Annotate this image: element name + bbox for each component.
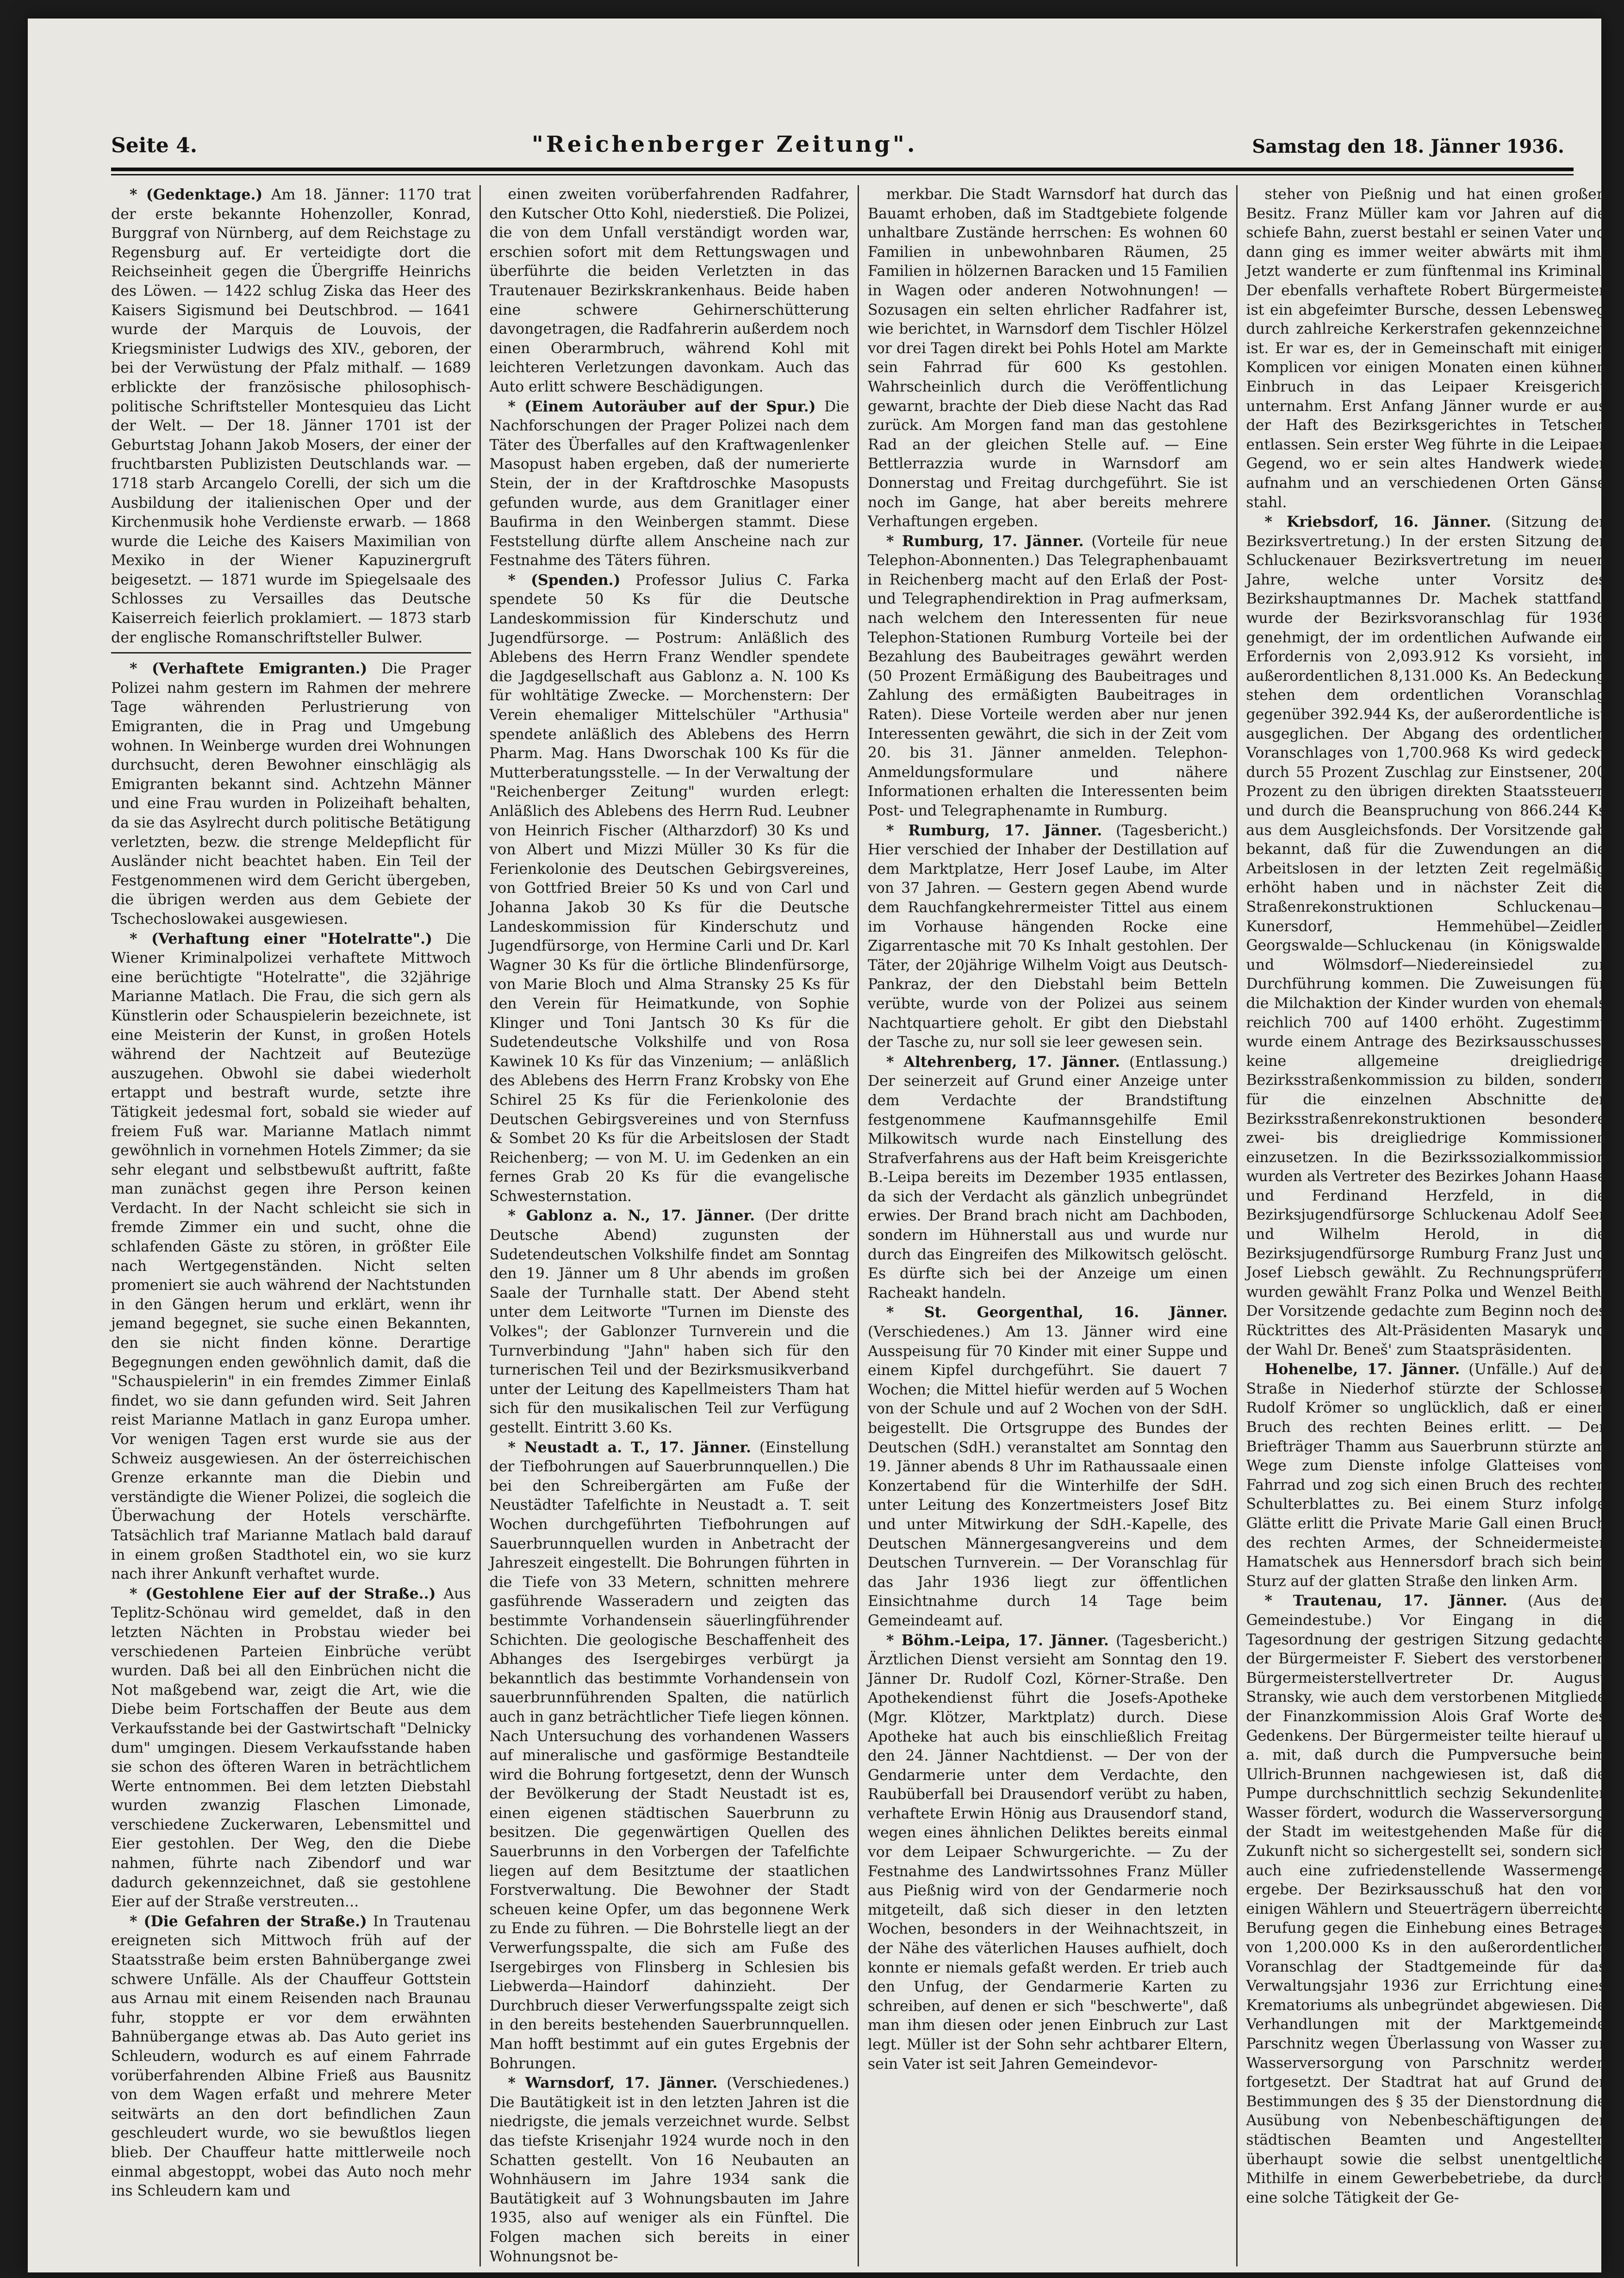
article bbox=[490, 185, 850, 397]
article bbox=[1246, 1360, 1606, 1591]
issue-date: Samstag den 18. Jänner 1936. bbox=[1252, 136, 1564, 157]
article-title: * Böhm.-Leipa, 17. Jänner. bbox=[886, 1631, 1109, 1649]
masthead: "Reichenberger Zeitung". bbox=[531, 131, 918, 157]
article-body: (Einstellung der Tiefbohrungen auf Sauerbrunnquellen.) Die bei den Schreibergärten am Fuße der Neustädter Tafelfichte in Neustadt a. T. seit Wochen durchgeführten Tiefbohrungen auf Sauerbrunnquellen wurden in Anbetracht der Jahreszeit eingestellt. Die Bohrungen führten in die Tiefe von 33 Metern, schnitten mehrere gasführende Wasseradern und zeigten das bestimmte Vorhandensein säuerlingführender Schichten. Die geologische Beschaffenheit des Abhanges des Isergebirges verbürgt ja bekanntlich das bestimmte Vorhandensein von sauerbrunnführenden Spalten, die natürlich auch in ganz beträchtlicher Tiefe liegen können. Nach Untersuchung des vorhandenen Wassers auf mineralische und gasförmige Bestandteile wird die Bohrung fortgesetzt, denn der Wunsch der Bevölkerung der Stadt Neustadt ist es, einen eigenen städtischen Sauerbrunn zu besitzen. Die gegenwärtigen Quellen des Sauerbrunns in den Vorbergen der Tafelfichte liegen auf dem Besitztume der staatlichen Forstverwaltung. Die Bewohner der Stadt scheuen keine Opfer, um das begonnene Werk zu Ende zu führen. — Die Bohrstelle liegt an der Verwerfungsspalte, die sich am Fuße des Isergebirges von Flinsberg in Schlesien bis Liebwerda—Haindorf dahinzieht. Der Durchbruch dieser Verwerfungsspalte zeigt sich in den bereits bestehenden Sauerbrunnquellen. Man hofft bestimmt auf ein gutes Ergebnis der Bohrungen. bbox=[489, 1439, 850, 2072]
article-title: * St. Georgenthal, 16. Jänner. bbox=[886, 1304, 1228, 1321]
article bbox=[490, 1438, 850, 2074]
article-title: * Rumburg, 17. Jänner. bbox=[886, 822, 1102, 839]
article-title: * (Gedenktage.) bbox=[130, 186, 263, 203]
article bbox=[1246, 1591, 1606, 2208]
article-title: Hohenelbe, 17. Jänner. bbox=[1264, 1361, 1460, 1378]
article-title: * Warnsdorf, 17. Jänner. bbox=[508, 2074, 718, 2092]
article-body: steher von Pießnig und hat einen großen Besitz. Franz Müller kam vor Jahren auf die schiefe Bahn, zuerst bestahl er seinen Vater und dann ging es immer weiter abwärts mit ihm. Jetzt wanderte er zum fünftenmal ins Kriminal. Der ebenfalls verhaftete Robert Bürgermeister ist ein abgefeimter Bursche, dessen Lebensweg durch zahlreiche Kerkerstrafen gekennzeichnet ist. Er war es, der in Gemeinschaft mit einigen Komplicen vor einigen Monaten einen kühnen Einbruch in das Leipaer Kreisgericht unternahm. Erst Anfang Jänner wurde er aus der Haft des Bezirksgerichtes in Tetschen entlassen. Sein erster Weg führte in die Leipaer Gegend, wo er sein altes Handwerk wieder aufnahm und an verschiedenen Orten Gänse stahl. bbox=[1246, 186, 1606, 511]
header-rule bbox=[111, 168, 1574, 171]
article bbox=[111, 1584, 471, 1912]
article bbox=[868, 532, 1228, 821]
article-title: * Gablonz a. N., 17. Jänner. bbox=[508, 1207, 755, 1225]
article-separator bbox=[111, 652, 471, 654]
article-title: * Rumburg, 17. Jänner. bbox=[886, 532, 1084, 550]
article-body: (Entlassung.) Der seinerzeit auf Grund einer Anzeige unter dem Verdachte der Brandstiftung festgenommene Kaufmannsgehilfe Emil Milkowitsch wurde nach Einstellung des Strafverfahrens aus der Haft beim Kreisgerichte B.-Leipa bereits im Dezember 1935 entlassen, da sich der Verdacht als gänzlich unbegründet erwies. Der Brand brach nicht am Dachboden, sondern im Hühnerstall aus und wurde nur durch das Eingreifen des Milkowitsch gelöscht. Es dürfte sich bei der Anzeige um einen Racheakt handeln. bbox=[868, 1053, 1228, 1301]
article-title: * Trautenau, 17. Jänner. bbox=[1264, 1592, 1507, 1610]
article-body: einen zweiten vorüberfahrenden Radfahrer, den Kutscher Otto Kohl, niederstieß. Die Polizei, die von dem Unfall verständigt worden war, erschien sofort mit dem Rettungswagen und überführte die beiden Verletzten in das Trautenauer Bezirkskrankenhaus. Beide haben eine schwere Gehirnerschütterung davongetragen, die Radfahrerin außerdem noch einen Oberarmbruch, während Kohl mit leichteren Verletzungen davonkam. Auch das Auto erlitt schwere Beschädigungen. bbox=[489, 186, 849, 395]
page-number: Seite 4. bbox=[111, 134, 198, 157]
article bbox=[868, 1303, 1228, 1631]
article-body: Die Nachforschungen der Prager Polizei nach dem Täter des Überfalles auf den Kraftwagenlenker Masopust haben ergeben, daß der numerierte Stein, der in der Kraftdroschke Masopusts gefunden wurde, aus dem Granitlager einer Baufirma in den Weinbergen stammt. Diese Feststellung dürfte allem Anscheine nach zur Festnahme des Täters führen. bbox=[489, 398, 849, 569]
article-body: Die Wiener Kriminalpolizei verhaftete Mittwoch eine berüchtigte "Hotelratte", die 32jährige Marianne Matlach. Die Frau, die sich gern als Künstlerin oder Schauspielerin bezeichnete, ist eine Meisterin der Kunst, in großen Hotels während der Nachtzeit auf Beutezüge auszugehen. Obwohl sie dabei wiederholt ertappt und bestraft wurde, setzte ihre Tätigkeit jedesmal fort, sobald sie wieder auf freiem Fuß war. Marianne Matlach nimmt gewöhnlich in vornehmen Hotels Zimmer; da sie sehr elegant und selbstbewußt auftritt, faßte man zunächst gegen ihre Person keinen Verdacht. In der Nacht schleicht sie sich in fremde Zimmer ein und sucht, ohne die schlafenden Gäste zu stören, in größter Eile nach Wertgegenständen. Nicht selten promeniert sie auch während der Nachtstunden in den Gängen herum und erklärt, wenn ihr jemand begegnet, sie suche einen Bekannten, den sie nicht finden könne. Derartige Begegnungen enden gewöhnlich damit, daß die "Schauspielerin" in ein fremdes Zimmer Einlaß findet, wo sie dann gefunden wird. Seit Jahren reist Marianne Matlach in ganz Europa umher. Vor wenigen Tagen erst wurde sie aus der Schweiz ausgewiesen. An der österreichischen Grenze erkannte man die Diebin und verständigte die Wiener Polizei, die sogleich die Überwachung der Hotels verschärfte. Tatsächlich traf Marianne Matlach bald darauf in einem großen Stadthotel ein, wo sie kurz nach ihrer Ankunft verhaftet wurde. bbox=[111, 930, 471, 1583]
article bbox=[111, 1912, 471, 2201]
article-body: Professor Julius C. Farka spendete 50 Ks für die Deutsche Landeskommission für Kinderschutz und Jugendfürsorge. — Postrum: Anläßlich des Ablebens des Herrn Franz Wendler spendete die Jagdgesellschaft aus Gablonz a. N. 100 Ks für wohltätige Zwecke. — Morchenstern: Der Verein ehemaliger Mittelschüler "Arthusia" spendete anläßlich des Ablebens des Herrn Pharm. Mag. Hans Dworschak 100 Ks für die Mutterberatungsstelle. — In der Verwaltung der "Reichenberger Zeitung" wurden erlegt: Anläßlich des Ablebens des Herrn Rud. Leubner von Heinrich Fischer (Altharzdorf) 30 Ks und von Albert und Mizzi Müller 30 Ks für die Ferienkolonie des Deutschen Gebirgsvereines, von Gottfried Breier 50 Ks und von Carl und Johanna Jakob 30 Ks für die Deutsche Landeskommission für Kinderschutz und Jugendfürsorge, von Hermine Carli und Dr. Karl Wagner 30 Ks für die örtliche Blindenfürsorge, von Marie Bloch und Alma Stransky 25 Ks für den Verein für Heimatkunde, von Sophie Klinger und Toni Jantsch 30 Ks für die Sudetendeutsche Volkshilfe und von Rosa Kawinek 10 Ks für das Vinzenium; — anläßlich des Ablebens des Herrn Franz Krobsky von Ehe Schirel 25 Ks für die Ferienkolonie des Deutschen Gebirgsvereines und von Sternfuss & Sombet 20 Ks für die Arbeitslosen der Stadt Reichenberg; — von M. U. im Gedenken an ein fernes Grab 20 Ks für die evangelische Schwesternstation. bbox=[489, 572, 850, 1205]
column-4 bbox=[1246, 185, 1606, 2266]
article-body: (Tagesbericht.) Hier verschied der Inhaber der Destillation auf dem Marktplatze, Herr Josef Laube, im Alter von 37 Jahren. — Gestern gegen Abend wurde dem Rauchfangkehrermeister Tittel aus einem im Vorhause hängenden Rocke eine Zigarrentasche mit 70 Ks Inhalt gestohlen. Der Täter, der 20jährige Wilhelm Voigt aus Deutsch-Pankraz, der den Diebstahl beim Betteln verübte, wurde von der Polizei aus seinem Nachtquartiere geholt. Er gibt den Diebstahl der Tasche zu, nur soll sie leer gewesen sein. bbox=[868, 822, 1228, 1051]
article-title: * Neustadt a. T., 17. Jänner. bbox=[508, 1438, 752, 1456]
article-title: * (Einem Autoräuber auf der Spur.) bbox=[508, 398, 816, 415]
article bbox=[490, 571, 850, 1207]
article-body: (Vorteile für neue Telephon-Abonnenten.) Das Telegraphenbauamt in Reichenberg macht auf den Erlaß der Post- und Telegraphendirektion in Prag aufmerksam, nach welchem den Interessenten für neue Telephon-Stationen Rumburg Vorteile bei der Bezahlung des Baubeitrages gewährt werden (50 Prozent Ermäßigung des Baubeitrages und Zahlung des ermäßigten Baubeitrages in Raten). Diese Vorteile werden aber nur jenen Interessenten gewährt, die sich in der Zeit vom 20. bis 31. Jänner anmelden. Telephon-Anmeldungsformulare und nähere Informationen erhalten die Interessenten beim Post- und Telegraphenamte in Rumburg. bbox=[868, 533, 1228, 819]
article bbox=[868, 185, 1228, 532]
column-3 bbox=[868, 185, 1228, 2266]
column-2 bbox=[490, 185, 850, 2266]
article-body: (Sitzung der Bezirksvertretung.) In der ersten Sitzung der Schluckenauer Bezirksvertretung im neuen Jahre, welche unter Vorsitz des Bezirkshauptmannes Dr. Machek stattfand, wurde der Bezirksvoranschlag für 1936 genehmigt, der im ordentlichen Aufwande ein Erfordernis von 2,093.912 Ks vorsieht, im außerordentlichen 8,131.000 Ks. An Bedeckung stehen dem ordentlichen Voranschlag gegenüber 392.944 Ks, der außerordentliche ist ausgeglichen. Der Abgang des ordentlichen Voranschlages von 1,700.968 Ks wird gedeckt durch 55 Prozent Zuschlag zur Einstsener, 200 Prozent zu den übrigen direkten Staatssteuern und durch die Beanspruchung von 866.244 Ks aus dem Ausgleichsfonds. Der Vorsitzende gab bekannt, daß für die Zuwendungen an die Arbeitslosen in der letzten Zeit regelmäßig erhöht haben und in nächster Zeit die Straßenrekonstruktionen Schluckenau—Kunersdorf, Hemmehübel—Zeidler, Georgswalde—Schluckenau (in Königswalde) und Wölmsdorf—Niedereinsiedel zur Durchführung kommen. Die Zuweisungen für die Milchaktion der Kinder wurden von ehemals reichlich 700 auf 1400 erhöht. Zugestimmt wurde einem Antrage des Bezirksausschusses, keine allgemeine dreigliedrige Bezirksstraßenkommission zu bilden, sondern für die einzelnen Abschnitte der Bezirksstraßenrekonstruktionen besondere zwei- bis dreigliedrige Kommissionen einzusetzen. In die Bezirkssozialkommission wurden als Vertreter des Bezirkes Johann Haase und Ferdinand Herzfeld, in die Bezirksjugendfürsorge Schluckenau Adolf Seer und Wilhelm Herold, in die Bezirksjugendfürsorge Rumburg Franz Just und Josef Liebsch gewählt. Zu Rechnungsprüfern wurden gewählt Franz Polka und Wenzel Beith. Der Vorsitzende gedachte zum Beginn noch des Rücktrittes des Alt-Präsidenten Masaryk und der Wahl Dr. Beneš' zum Staatspräsidenten. bbox=[1246, 514, 1606, 1358]
article-title: * (Spenden.) bbox=[508, 571, 621, 589]
article bbox=[1246, 185, 1606, 512]
article-title: * Kriebsdorf, 16. Jänner. bbox=[1264, 513, 1491, 531]
article-body: (Der dritte Deutsche Abend) zugunsten der Sudetendeutschen Volkshilfe findet am Sonntag den 19. Jänner um 8 Uhr abends im großen Saale der Turnhalle statt. Der Abend steht unter dem Leitworte "Turnen im Dienste des Volkes"; der Gablonzer Turnverein und die Turnverbindung "Jahn" haben sich für den turnerischen Teil und der Bezirksmusikverband unter der Leitung des Kapellmeisters Tham hat sich für den musikalischen Teil zur Verfügung gestellt. Eintritt 3.60 Ks. bbox=[489, 1207, 849, 1436]
article-title: * (Gestohlene Eier auf der Straße..) bbox=[130, 1585, 436, 1602]
column-1 bbox=[111, 185, 471, 2266]
article-body: (Tagesbericht.) Ärztlichen Dienst versieht am Sonntag den 19. Jänner Dr. Rudolf Cozl, Körner-Straße. Den Apothekendienst führt die Josefs-Apotheke (Mgr. Klötzer, Marktplatz) durch. Diese Apotheke hat auch bis einschließlich Freitag den 24. Jänner Nachtdienst. — Der von der Gendarmerie unter dem Verdachte, den Raubüberfall bei Drausendorf verübt zu haben, verhaftete Erwin Hönig aus Drausendorf stand, wegen eines ähnlichen Deliktes bereits einmal vor dem Leipaer Schwurgerichte. — Zu der Festnahme des Landwirtssohnes Franz Müller aus Pießnig wird von der Gendarmerie noch mitgeteilt, daß sich dieser in den letzten Wochen, besonders in der Weihnachtszeit, in der Nähe des väterlichen Hauses aufhielt, doch konnte er niemals gefaßt werden. Er trieb auch den Unfug, der Gendarmerie Karten zu schreiben, auf denen er sich "beschwerte", daß man ihm diesen oder jenen Einbruch zur Last legt. Müller ist der Sohn sehr achtbarer Eltern, sein Vater ist seit Jahren Gemeindevor- bbox=[868, 1632, 1228, 2073]
header-rule-thin bbox=[111, 174, 1574, 175]
article-title: * (Verhaftung einer "Hotelratte".) bbox=[130, 930, 432, 947]
article bbox=[490, 2073, 850, 2266]
article-title: * (Die Gefahren der Straße.) bbox=[130, 1912, 367, 1930]
article-body: Am 18. Jänner: 1170 trat der erste bekannte Hohenzoller, Konrad, Burggraf von Nürnberg, auf dem Reichstage zu Regensburg auf. Er verteidigte dort die Reichseinheit gegen die Übergriffe Heinrichs des Löwen. — 1422 schlug Ziska das Heer des Kaisers Sigismund bei Deutschbrod. — 1641 wurde der Marquis de Louvois, der Kriegsminister Ludwigs des XIV., geboren, der bei der Verwüstung der Pfalz mithalf. — 1689 erblickte der französische philosophisch-politische Schriftsteller Montesquieu das Licht der Welt. — Der 18. Jänner 1701 ist der Geburtstag Johann Jakob Mosers, der einer der fruchtbarsten Publizisten Deutschlands war. — 1718 starb Arcangelo Corelli, der sich um die Ausbildung der italienischen Oper und der Kirchenmusik hohe Verdienste erwarb. — 1868 wurde die Leiche des Kaisers Maximilian von Mexiko in der Wiener Kapuzinergruft beigesetzt. — 1871 wurde im Spiegelsaale des Schlosses zu Versailles das Deutsche Kaiserreich feierlich proklamiert. — 1873 starb der englische Romanschriftsteller Bulwer. bbox=[111, 187, 471, 646]
article bbox=[1246, 512, 1606, 1360]
article bbox=[111, 929, 471, 1584]
article-body: In Trautenau ereigneten sich Mittwoch früh auf der Staatsstraße beim ersten Bahnübergange zwei schwere Unfälle. Als der Chauffeur Gottstein aus Arnau mit einem Reisenden nach Braunau fuhr, stoppte er vor dem erwähnten Bahnübergange etwas ab. Das Auto geriet ins Schleudern, wodurch es auf einem Fahrrade vorüberfahrenden Albine Frieß aus Bausnitz von dem Wagen erfaßt und mehrere Meter seitwärts an den dort befindlichen Zaun geschleudert wurde, wo sie bewußtlos liegen blieb. Der Chauffeur hatte mittlerweile noch einmal abgestoppt, wobei das Auto noch mehr ins Schleudern kam und bbox=[111, 1913, 471, 2200]
article-body: merkbar. Die Stadt Warnsdorf hat durch das Bauamt erhoben, daß im Stadtgebiete folgende unhaltbare Zustände herrschen: Es wohnen 60 Familien in unbewohnbaren Räumen, 25 Familien in hölzernen Baracken und 15 Familien in Wagen oder anderen Notwohnungen! — Sozusagen ein selten ehrlicher Radfahrer ist, wie berichtet, in Warnsdorf dem Tischler Hölzel vor drei Tagen direkt bei Pohls Hotel am Markte sein Fahrrad für 600 Ks gestohlen. Wahrscheinlich durch die Veröffentlichung gewarnt, brachte der Dieb diese Nacht das Rad zurück. Am Morgen fand man das gestohlene Rad an der gleichen Stelle auf. — Eine Bettlerrazzia wurde in Warnsdorf am Donnerstag und Freitag durchgeführt. Sie ist noch im Gange, hat aber bereits mehrere Verhaftungen ergeben. bbox=[868, 186, 1228, 530]
article bbox=[868, 821, 1228, 1052]
newspaper-page bbox=[28, 19, 1606, 2272]
article bbox=[490, 1206, 850, 1438]
article-body: (Unfälle.) Auf der Straße in Niederhof stürzte der Schlosser Rudolf Krömer so unglücklich, daß er einen Bruch des rechten Beines erlitt. — Der Briefträger Thamm aus Sauerbrunn stürzte am Wege zum Dienste infolge Glatteises vom Fahrrad und zog sich einen Bruch des rechten Schulterblattes zu. Bei einem Sturz infolge Glätte erlitt die Private Marie Gall einen Bruch des rechten Armes, der Schneidermeister Hamatschek aus Hennersdorf brach sich beim Sturz auf der glatten Straße den linken Arm. bbox=[1246, 1361, 1606, 1590]
article bbox=[490, 397, 850, 571]
article-columns bbox=[111, 185, 1606, 2265]
article-title: * (Verhaftete Emigranten.) bbox=[130, 660, 367, 678]
page-header bbox=[111, 125, 1564, 157]
article bbox=[868, 1631, 1228, 2074]
article-body: Aus Teplitz-Schönau wird gemeldet, daß in den letzten Nächten in Probstau wieder bei verschiedenen Parteien Einbrüche verübt wurden. Daß bei all den Einbrüchen nicht die Not maßgebend war, zeigt die Art, wie die Diebe beim Fortschaffen der Beute aus dem Verkaufsstande bei der Gastwirtschaft "Delnicky dum" umgingen. Diesem Verkaufsstande haben sie schon des öfteren Waren in beträchtlichem Werte entnommen. Bei dem letzten Diebstahl wurden zwanzig Flaschen Limonade, verschiedene Zuckerwaren, Lebensmittel und Eier gestohlen. Der Weg, den die Diebe nahmen, führte nach Zibendorf und war dadurch gekennzeichnet, daß sie gestohlene Eier auf der Straße verstreuten... bbox=[111, 1585, 471, 1911]
article bbox=[111, 185, 471, 647]
article-body: Die Prager Polizei nahm gestern im Rahmen der mehrere Tage währenden Perlustrierung von Emigranten, die in Prag und Umgebung wohnen. In Weinberge wurden drei Wohnungen durchsucht, deren Bewohner einschlägig als Emigranten bekannt sind. Achtzehn Männer und eine Frau wurden in Polizeihaft behalten, da sie das Asylrecht durch politische Betätigung verletzten, bezw. die strenge Meldepflicht für Ausländer nicht beachtet haben. Ein Teil der Festgenommenen wird dem Gericht übergeben, die übrigen werden aus dem Gebiete der Tschechoslowakei ausgewiesen. bbox=[111, 660, 471, 927]
article-body: (Aus der Gemeindestube.) Vor Eingang in die Tagesordnung der gestrigen Sitzung gedachte der Bürgermeister F. Siebert des verstorbenen Bürgermeisterstellvertreter Dr. August Stransky, wie auch dem verstorbenen Mitgliede der Finanzkommission Alois Graf Worte des Gedenkens. Der Bürgermeister teilte hierauf u. a. mit, daß durch die Pumpversuche beim Ullrich-Brunnen nachgewiesen ist, daß die Pumpe durchschnittlich sechzig Sekundenliter Wasser fördert, wodurch die Wasserversorgung der Stadt im weitestgehenden Maße für die Zukunft nicht so sichergestellt sei, sondern sich auch eine zufriedenstellende Wassermenge ergebe. Der Bezirksausschuß hat den von einigen Wählern und Steuerträgern überreichte Berufung gegen die Einhebung eines Betrages von 1,200.000 Ks in den außerordentlichen Voranschlag der Stadtgemeinde für das Verwaltungsjahr 1936 zur Errichtung eines Krematoriums als unbegründet abgewiesen. Die Verhandlungen mit der Marktgemeinde Parschnitz wegen Überlassung von Wasser zur Wasserversorgung von Parschnitz werden fortgesetzt. Der Stadtrat hat auf Grund der Bestimmungen des § 35 der Dienstordnung die Ausübung von Nebenbeschäftigungen der städtischen Beamten und Angestellten überhaupt sowie die selbst unentgeltliche Mithilfe in einem Gewerbebetriebe, da durch eine solche Tätigkeit der Ge- bbox=[1246, 1593, 1606, 2206]
article-title: * Altehrenberg, 17. Jänner. bbox=[886, 1053, 1120, 1071]
article bbox=[868, 1052, 1228, 1303]
article-body: (Verschiedenes.) Die Bautätigkeit ist in den letzten Jahren ist die niedrigste, die jemals verzeichnet wurde. Selbst das tiefste Krisenjahr 1924 wurde noch in den Schatten gestellt. Von 16 Neubauten an Wohnhäusern im Jahre 1934 sank die Bautätigkeit auf 3 Wohnungsbauten im Jahre 1935, also auf weniger als ein Fünftel. Die Folgen machen sich bereits in einer Wohnungsnot be- bbox=[489, 2075, 849, 2265]
article-body: (Verschiedenes.) Am 13. Jänner wird eine Ausspeisung für 70 Kinder mit einer Suppe und einem Kipfel durchgeführt. Sie dauert 7 Wochen; die Mittel hiefür werden auf 5 Wochen von der Schule und auf 2 Wochen von der SdH. beigestellt. Die Ortsgruppe des Bundes der Deutschen (SdH.) veranstaltet am Sonntag den 19. Jänner abends 8 Uhr im Rathaussaale einen Konzertabend für die Winterhilfe der SdH. unter Leitung des Konzertmeisters Josef Bitz und unter Mitwirkung der SdH.-Kapelle, des Deutschen Männergesangvereins und dem Deutschen Turnverein. — Der Voranschlag für das Jahr 1936 liegt zur öffentlichen Einsichtnahme durch 14 Tage beim Gemeindeamt auf. bbox=[868, 1324, 1228, 1629]
article bbox=[111, 659, 471, 929]
